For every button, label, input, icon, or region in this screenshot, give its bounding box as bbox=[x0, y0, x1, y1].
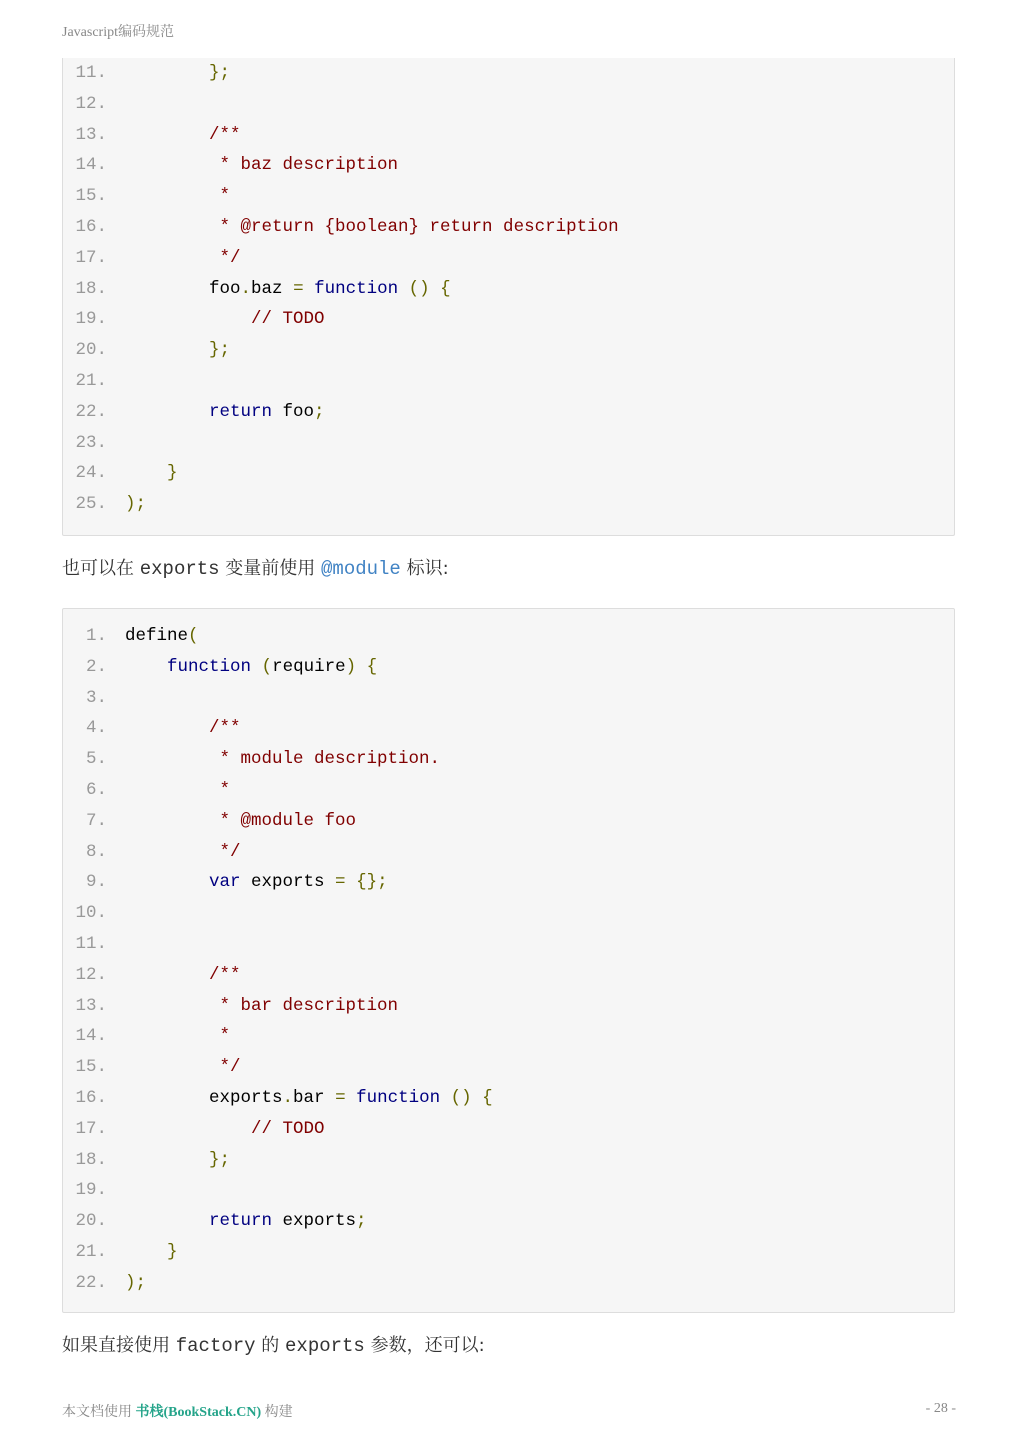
line-number: 18. bbox=[75, 1149, 107, 1170]
code-line bbox=[63, 683, 954, 714]
code-line bbox=[63, 366, 954, 397]
line-number: 3. bbox=[85, 687, 107, 708]
paragraph-text: 如果直接使用 bbox=[62, 1335, 176, 1356]
code-line bbox=[63, 898, 954, 929]
code-line bbox=[63, 775, 954, 806]
code-line bbox=[63, 929, 954, 960]
code-token: ( bbox=[188, 626, 199, 646]
code-token bbox=[125, 63, 209, 83]
code-token bbox=[125, 1150, 209, 1170]
code-token bbox=[125, 340, 209, 360]
code-line bbox=[63, 991, 954, 1022]
code-token: define bbox=[125, 626, 189, 646]
line-number: 16. bbox=[75, 1087, 107, 1108]
line-number: 20. bbox=[75, 1211, 107, 1232]
line-number: 17. bbox=[75, 1118, 107, 1139]
line-number: 13. bbox=[75, 995, 107, 1016]
code-token bbox=[125, 186, 220, 206]
line-number: 17. bbox=[75, 247, 107, 268]
code-token bbox=[430, 279, 441, 299]
code-line bbox=[63, 58, 954, 89]
code-token bbox=[125, 1057, 220, 1077]
line-number: 19. bbox=[75, 1180, 107, 1201]
code-line bbox=[63, 652, 954, 683]
code-token: = bbox=[293, 278, 304, 299]
code-token: foo bbox=[272, 401, 315, 422]
paragraph-text: 参数，还可以: bbox=[364, 1335, 485, 1356]
line-number: 11. bbox=[75, 933, 107, 954]
line-number: 9. bbox=[85, 872, 107, 893]
code-line bbox=[63, 806, 954, 837]
page-number: - 28 - bbox=[925, 1401, 956, 1416]
line-number: 14. bbox=[75, 155, 107, 176]
footer-suffix: 构建 bbox=[261, 1405, 293, 1420]
line-number: 21. bbox=[75, 370, 107, 391]
code-token: ; bbox=[314, 401, 325, 422]
code-lines bbox=[63, 58, 954, 520]
line-number: 18. bbox=[75, 278, 107, 299]
code-token bbox=[251, 657, 262, 677]
inline-code: exports bbox=[139, 558, 220, 580]
code-token bbox=[125, 811, 220, 831]
code-token bbox=[125, 402, 209, 422]
code-line bbox=[63, 1145, 954, 1176]
line-number: 25. bbox=[75, 494, 107, 515]
code-line bbox=[63, 1083, 954, 1114]
code-line bbox=[63, 1206, 954, 1237]
code-line bbox=[63, 397, 954, 428]
code-token: { bbox=[366, 656, 378, 677]
code-token: // TODO bbox=[251, 1118, 325, 1139]
code-token bbox=[346, 1088, 357, 1108]
code-token bbox=[125, 1026, 220, 1046]
code-token bbox=[125, 749, 220, 769]
code-token bbox=[125, 657, 167, 677]
code-token: ); bbox=[125, 1272, 147, 1293]
code-token bbox=[125, 1211, 209, 1231]
code-token: exports bbox=[125, 1087, 283, 1108]
code-token bbox=[125, 1119, 251, 1139]
code-line bbox=[63, 335, 954, 366]
code-token: function bbox=[314, 278, 399, 299]
code-token: * @module foo bbox=[219, 810, 357, 831]
line-number: 22. bbox=[75, 1272, 107, 1293]
code-token bbox=[472, 1088, 483, 1108]
code-token: * bbox=[219, 779, 231, 800]
line-number: 19. bbox=[75, 309, 107, 330]
code-token: * baz description bbox=[219, 155, 399, 176]
code-token bbox=[125, 996, 220, 1016]
paragraph-text: 标识: bbox=[400, 558, 449, 579]
code-line bbox=[63, 120, 954, 151]
line-number: 15. bbox=[75, 1057, 107, 1078]
code-line bbox=[63, 243, 954, 274]
code-token bbox=[125, 1242, 167, 1262]
code-token: /** bbox=[209, 964, 241, 985]
code-token: ) bbox=[345, 656, 357, 677]
code-token: // TODO bbox=[251, 309, 325, 330]
code-token: ; bbox=[356, 1211, 367, 1232]
code-token: return bbox=[209, 401, 273, 422]
code-line bbox=[63, 489, 954, 520]
code-line bbox=[63, 1114, 954, 1145]
paragraph-text: 也可以在 bbox=[62, 558, 140, 579]
code-token: ( bbox=[261, 656, 273, 677]
line-number: 12. bbox=[75, 964, 107, 985]
code-line bbox=[63, 212, 954, 243]
code-token: { bbox=[482, 1087, 493, 1108]
code-token: function bbox=[356, 1087, 441, 1108]
code-block bbox=[62, 608, 955, 1313]
code-token: } bbox=[167, 463, 178, 484]
code-token: . bbox=[240, 278, 252, 299]
line-number: 4. bbox=[85, 718, 107, 739]
code-token bbox=[304, 279, 315, 299]
line-number: 13. bbox=[75, 124, 107, 145]
code-token: * @return {boolean} return description bbox=[219, 216, 619, 237]
code-line bbox=[63, 458, 954, 489]
paragraph-text: 的 bbox=[255, 1335, 286, 1356]
code-token: }; bbox=[209, 340, 231, 361]
code-token bbox=[125, 125, 209, 145]
code-line bbox=[63, 1175, 954, 1206]
code-token: * bar description bbox=[219, 995, 399, 1016]
code-token: */ bbox=[219, 247, 241, 268]
code-token bbox=[125, 842, 220, 862]
inline-code: factory bbox=[175, 1335, 256, 1357]
code-token bbox=[125, 155, 220, 175]
code-token bbox=[125, 965, 209, 985]
line-number: 16. bbox=[75, 216, 107, 237]
code-token: = bbox=[335, 1087, 346, 1108]
code-line bbox=[63, 304, 954, 335]
code-line bbox=[63, 621, 954, 652]
document-header: Javascript编码规范 bbox=[62, 25, 174, 40]
line-number: 24. bbox=[75, 463, 107, 484]
code-token bbox=[125, 248, 220, 268]
code-token bbox=[125, 718, 209, 738]
line-number: 11. bbox=[75, 63, 107, 83]
code-token: /** bbox=[209, 718, 241, 739]
line-number: 6. bbox=[85, 779, 107, 800]
code-line bbox=[63, 150, 954, 181]
code-token: = bbox=[335, 872, 346, 893]
code-token: baz bbox=[251, 278, 294, 299]
code-token: exports bbox=[240, 872, 336, 893]
line-number: 12. bbox=[75, 93, 107, 114]
line-number: 10. bbox=[75, 903, 107, 924]
footer-prefix: 本文档使用 bbox=[62, 1405, 136, 1420]
code-token: }; bbox=[209, 63, 231, 83]
footer-brand-link[interactable]: 书栈(BookStack.CN) bbox=[135, 1405, 262, 1420]
code-line bbox=[63, 1052, 954, 1083]
code-line bbox=[63, 89, 954, 120]
code-token bbox=[356, 657, 367, 677]
code-token: * bbox=[219, 186, 231, 207]
code-token: var bbox=[209, 872, 241, 893]
code-line bbox=[63, 837, 954, 868]
code-token bbox=[125, 217, 220, 237]
code-line bbox=[63, 713, 954, 744]
code-token: } bbox=[167, 1241, 178, 1262]
code-line bbox=[63, 867, 954, 898]
code-token: ); bbox=[125, 494, 147, 515]
code-token bbox=[398, 279, 409, 299]
code-token: */ bbox=[219, 841, 241, 862]
code-block bbox=[62, 58, 955, 536]
line-number: 15. bbox=[75, 186, 107, 207]
code-token: () bbox=[450, 1087, 472, 1108]
code-token: }; bbox=[209, 1149, 231, 1170]
code-token bbox=[125, 872, 209, 892]
code-token: bar bbox=[293, 1087, 336, 1108]
inline-code: exports bbox=[285, 1335, 365, 1357]
code-line bbox=[63, 960, 954, 991]
line-number: 2. bbox=[85, 656, 107, 677]
code-token bbox=[125, 780, 220, 800]
line-number: 1. bbox=[85, 626, 107, 646]
paragraph-text: 变量前使用 bbox=[219, 558, 322, 579]
code-token: { bbox=[440, 278, 451, 299]
line-number: 14. bbox=[75, 1026, 107, 1047]
line-number: 20. bbox=[75, 340, 107, 361]
code-token: {}; bbox=[356, 872, 388, 893]
code-line bbox=[63, 744, 954, 775]
line-number: 8. bbox=[85, 841, 107, 862]
code-token: () bbox=[408, 278, 430, 299]
code-token: require bbox=[272, 656, 346, 677]
code-line bbox=[63, 181, 954, 212]
inline-code-highlight: @module bbox=[321, 558, 401, 580]
code-token: function bbox=[167, 656, 252, 677]
code-line bbox=[63, 428, 954, 459]
line-number: 22. bbox=[75, 401, 107, 422]
code-lines bbox=[63, 621, 954, 1299]
document-footer bbox=[62, 1401, 293, 1421]
line-number: 7. bbox=[85, 810, 107, 831]
code-token bbox=[440, 1088, 451, 1108]
paragraph bbox=[62, 1333, 485, 1359]
code-token bbox=[125, 463, 167, 483]
code-token: . bbox=[282, 1087, 294, 1108]
line-number: 5. bbox=[85, 749, 107, 770]
code-token: exports bbox=[272, 1211, 357, 1232]
code-line bbox=[63, 1268, 954, 1299]
paragraph bbox=[62, 556, 449, 582]
code-token: foo bbox=[125, 278, 241, 299]
code-token bbox=[346, 872, 357, 892]
code-line bbox=[63, 1021, 954, 1052]
code-line bbox=[63, 1237, 954, 1268]
code-token bbox=[125, 309, 251, 329]
code-token: * module description. bbox=[219, 749, 441, 770]
line-number: 21. bbox=[75, 1241, 107, 1262]
code-token: return bbox=[209, 1211, 273, 1232]
code-token: * bbox=[219, 1026, 231, 1047]
line-number: 23. bbox=[75, 432, 107, 453]
code-line bbox=[63, 274, 954, 305]
code-token: */ bbox=[219, 1057, 241, 1078]
code-token: /** bbox=[209, 124, 241, 145]
